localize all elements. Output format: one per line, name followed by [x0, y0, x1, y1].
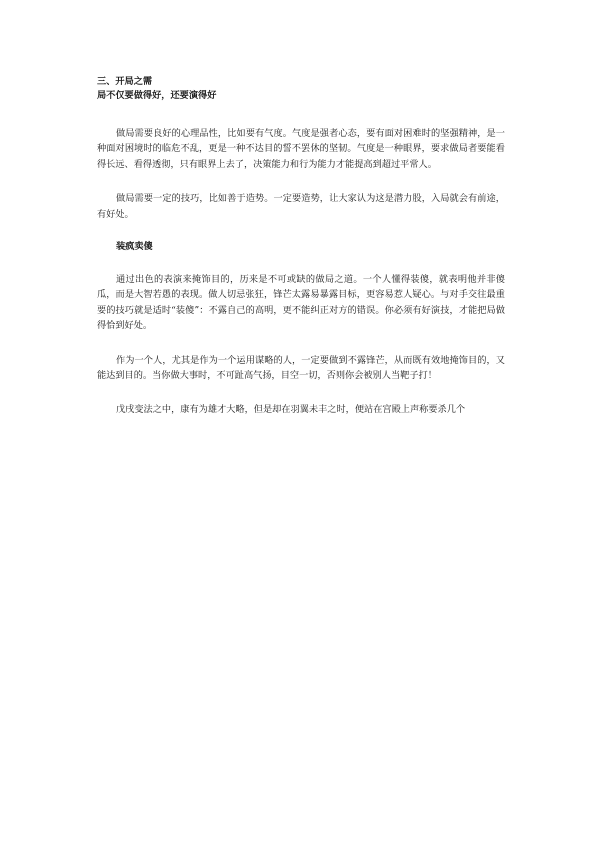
paragraph: 通过出色的表演来掩饰目的，历来是不可或缺的做局之道。一个人懂得装傻，就表明他并非傻瓜，而是大智若愚的表现。做人切忌张狂，锋芒太露易暴露目标，更容易惹人疑心。与对手交往最重要的技巧就是适时“装傻”：不露自己的高明，更不能纠正对方的错误。你必须有好演技，才能把局做得恰到好处。: [97, 274, 505, 332]
paragraph: 作为一个人，尤其是作为一个运用谋略的人，一定要做到不露锋芒，从而既有效地掩饰目的，又能达到目的。当你做大事时，不可趾高气扬，目空一切，否则你会被别人当靶子打！: [97, 354, 505, 382]
document-page: [97, 75, 505, 418]
paragraph: 做局需要一定的技巧，比如善于造势。一定要造势，让大家认为这是潜力股，入局就会有前途，有好处。: [97, 193, 505, 220]
subheading: 装疯卖傻: [116, 241, 153, 253]
section-title: 三、开局之需: [97, 76, 153, 87]
section-subtitle: 局不仅要做得好，还要演得好: [97, 90, 217, 101]
paragraph: 做局需要良好的心理品性，比如要有气度。气度是强者心态，要有面对困难时的坚强精神，是一种面对困境时的临危不乱，更是一种不达目的誓不罢休的坚韧。气度是一种眼界，要求做局者要能看得长远、看得透彻，只有眼界上去了，决策能力和行为能力才能提高到超过平常人。: [97, 128, 505, 170]
paragraph: 戊戌变法之中，康有为雄才大略，但是却在羽翼未丰之时，便站在宫殿上声称要杀几个: [116, 404, 466, 416]
